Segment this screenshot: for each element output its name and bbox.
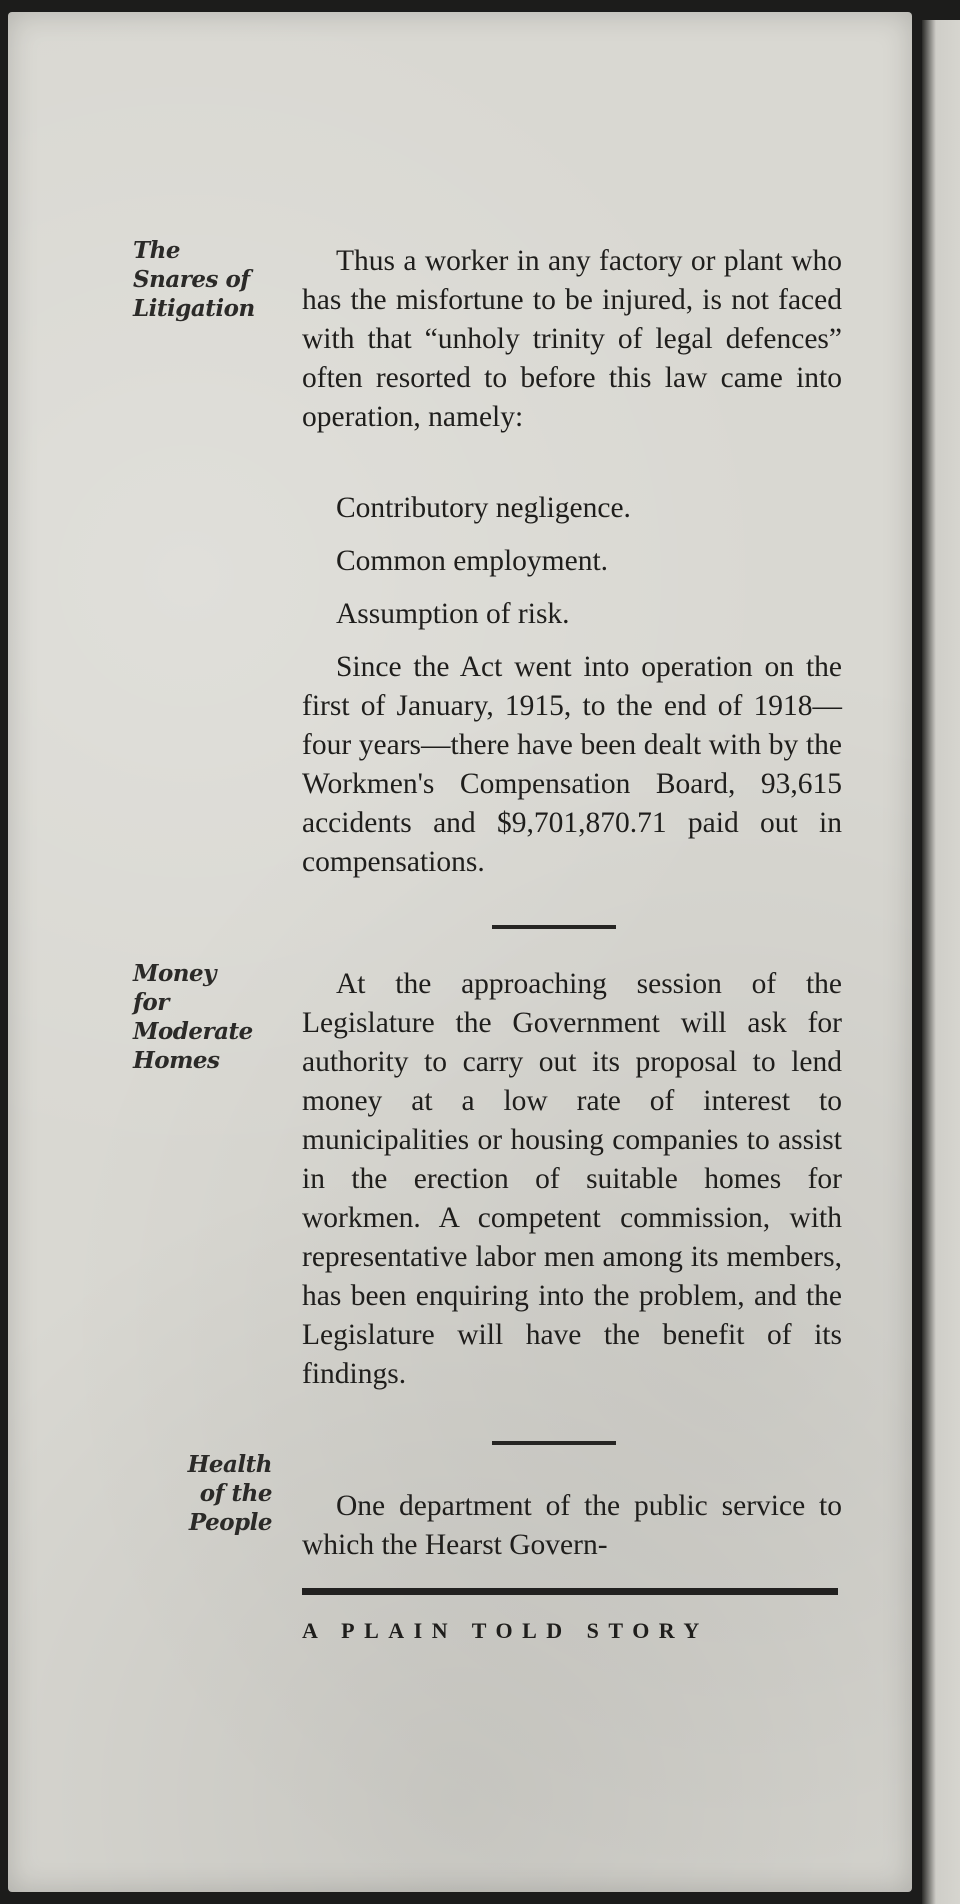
sidenote-line: Snares of [133, 266, 250, 293]
section-divider [492, 925, 616, 929]
sidenote-line: People [188, 1509, 272, 1536]
sidenote-line: The [133, 237, 180, 264]
sidenote-line: Moderate [133, 1018, 253, 1045]
sidenote-snares-of-litigation [133, 236, 255, 323]
sidenote-line: Homes [133, 1047, 220, 1074]
running-footer: A PLAIN TOLD STORY [302, 1618, 709, 1643]
defence-item: Common employment. [336, 545, 609, 577]
paragraph-litigation-intro: Thus a worker in any factory or plant who has the misfortune to be injured, is not faced with that “unholy trinity of legal defences” often resorted to before this law came into operation, namely: [302, 245, 842, 433]
paragraph-health: One department of the public service to which the Hearst Govern- [302, 1490, 842, 1561]
sidenote-line: for [133, 989, 169, 1016]
defence-item: Contributory negligence. [336, 492, 631, 524]
paragraph-moderate-homes: At the approaching session of the Legislature the Government will ask for authority to carry out its proposal to lend money at a low rate of interest to municipalities or housing companies to assist in the erection of suitable homes for workmen. A competent commission, with representative labor men among its members, has been enquiring into the problem, and the Legislature will have the benefit of its findings. [302, 968, 842, 1390]
sidenote-line: Health [187, 1451, 272, 1478]
sidenote-line: Money [133, 960, 217, 987]
paragraph-act-statistics: Since the Act went into operation on the first of January, 1915, to the end of 1918—four years—there have been dealt with by the Workmen's Compensation Board, 93,615 accidents and $9,701,870.71 paid out in compensations. [302, 651, 842, 878]
document-page [8, 12, 912, 1892]
sidenote-line: of the [199, 1480, 272, 1507]
sidenote-money-for-moderate-homes [133, 959, 253, 1075]
footer-rule [302, 1588, 838, 1595]
sidenote-health-of-the-people [140, 1450, 272, 1537]
sidenote-line: Litigation [133, 295, 255, 322]
defence-item: Assumption of risk. [336, 598, 570, 630]
adjacent-page-edge [922, 20, 960, 1904]
section-divider [492, 1441, 616, 1445]
